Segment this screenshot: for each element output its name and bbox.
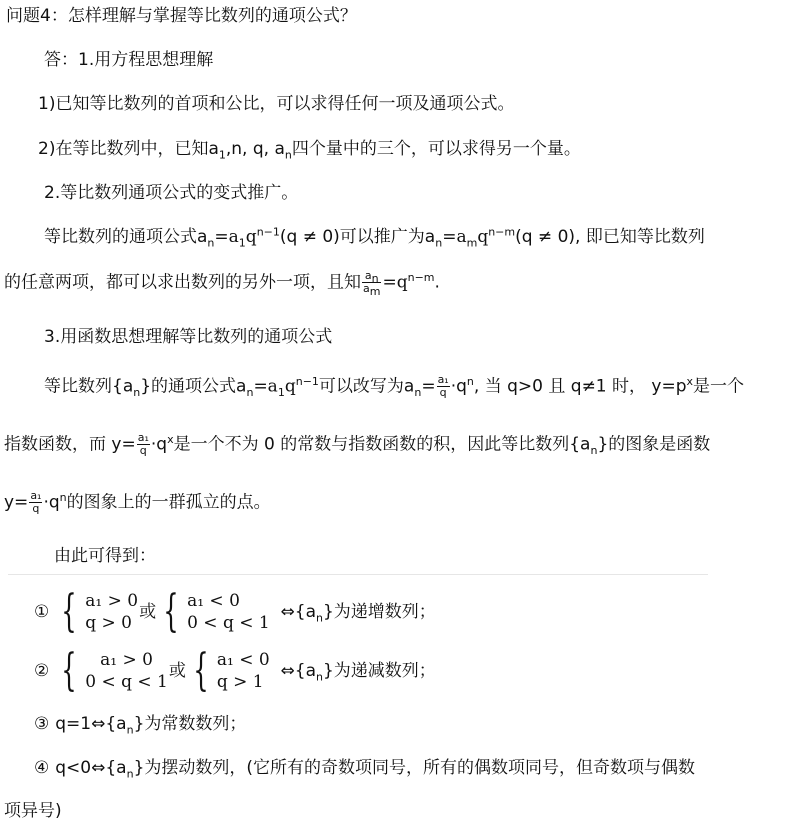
text: ⇔{a <box>280 602 316 622</box>
section-3-line-2 <box>4 432 710 457</box>
text: 四个量中的三个，可以求得另一个量。 <box>291 139 581 159</box>
text: 的图象上的一群孤立的点。 <box>66 492 271 513</box>
paragraph-2 <box>38 137 581 161</box>
text: 指数函数，而 y= <box>4 434 136 455</box>
item-1 <box>34 588 436 636</box>
row: a₁ < 0 <box>216 650 270 670</box>
text: 等比数列的通项公式a <box>44 227 208 247</box>
item-4-line-2: 项异号) <box>4 801 62 821</box>
denominator <box>362 282 381 299</box>
or-text: 或 <box>168 661 186 681</box>
brace-glyph: { <box>163 586 179 637</box>
sub: n <box>246 385 254 399</box>
item-4-line-1 <box>34 756 695 780</box>
circled-number: ④ <box>34 758 50 778</box>
sup: n−1 <box>256 225 280 239</box>
condition-system <box>55 586 139 637</box>
condition-system <box>157 586 270 637</box>
fraction <box>362 269 381 299</box>
brace-glyph: { <box>61 586 77 637</box>
text: =q <box>382 272 408 293</box>
numerator: a₁ <box>30 489 42 502</box>
sup: x <box>167 432 174 446</box>
system-rows <box>187 590 270 634</box>
circled-number: ② <box>34 661 50 681</box>
section-2-line-2 <box>4 269 440 299</box>
divider <box>8 574 708 575</box>
denominator: q <box>32 502 40 515</box>
sub: m <box>466 236 478 250</box>
circled-number: ③ <box>34 714 50 734</box>
row: 0 < q < 1 <box>85 672 168 692</box>
denominator: q <box>439 386 447 399</box>
section-3-line-3 <box>4 490 271 515</box>
sub: n <box>133 385 141 399</box>
text: (q ≠ 0)可以推广为a <box>279 227 436 247</box>
fraction <box>137 432 150 457</box>
row: 0 < q < 1 <box>187 613 270 633</box>
text: 是一个不为 0 的常数与指数函数的积，因此等比数列{a <box>173 434 591 455</box>
text: }为常数数列； <box>133 714 247 734</box>
question-title: 问题4：怎样理解与掌握等比数列的通项公式？ <box>6 6 357 26</box>
text: = <box>421 376 436 397</box>
sub: n <box>126 767 134 781</box>
sub: n <box>316 611 323 625</box>
sub: 1 <box>277 385 285 399</box>
row: a₁ < 0 <box>187 591 240 611</box>
sub: 1 <box>218 148 226 162</box>
sub: n <box>435 236 443 250</box>
text: y= <box>4 492 29 513</box>
sub: n <box>126 723 134 737</box>
text: a <box>363 282 370 295</box>
sup: n−m <box>407 270 435 284</box>
text: a <box>364 269 372 282</box>
sup: n−m <box>488 225 516 239</box>
text: ·q <box>450 376 467 397</box>
text: q<0⇔{a <box>55 758 127 778</box>
text: q <box>284 376 296 397</box>
text: q=1⇔{a <box>55 714 127 734</box>
fraction <box>437 374 450 399</box>
text: }为摆动数列，(它所有的奇数项同号，所有的偶数项同号，但奇数项与偶数 <box>133 758 696 778</box>
or-text: 或 <box>139 602 157 622</box>
answer-heading: 答：1.用方程思想理解 <box>44 50 214 70</box>
brace-glyph: { <box>193 645 209 696</box>
text: 是一个 <box>693 376 745 397</box>
sub: n <box>207 236 215 250</box>
item-3 <box>34 712 246 736</box>
denominator: q <box>139 444 147 457</box>
text: }为递减数列； <box>322 661 436 681</box>
sub: 1 <box>238 236 246 250</box>
system-rows <box>85 649 168 693</box>
text: }为递增数列； <box>322 602 436 622</box>
fraction <box>29 490 42 515</box>
sup: n <box>59 490 67 504</box>
text: , 当 q>0 且 q≠1 时， y=p <box>473 376 687 397</box>
text: (q ≠ 0), 即已知等比数列 <box>515 227 705 247</box>
conclusion-intro: 由此可得到： <box>54 546 156 566</box>
text: 的任意两项，都可以求出数列的另外一项，且知 <box>4 272 361 293</box>
text: }的图象是函数 <box>597 434 711 455</box>
sub: n <box>371 272 379 286</box>
section-3-heading: 3.用函数思想理解等比数列的通项公式 <box>44 327 333 347</box>
circled-number: ① <box>34 602 50 622</box>
text: 等比数列{a <box>44 376 134 397</box>
text: 2)在等比数列中，已知a <box>38 139 219 159</box>
text: q <box>245 227 257 247</box>
text: ·q <box>43 492 60 513</box>
sub: n <box>590 443 598 457</box>
sup: x <box>686 374 694 388</box>
section-3-line-1 <box>44 374 744 399</box>
text: q <box>477 227 489 247</box>
text: =a <box>214 227 239 247</box>
condition-system <box>55 645 168 696</box>
text: =a <box>442 227 467 247</box>
numerator: a₁ <box>137 431 149 444</box>
text: }的通项公式a <box>140 376 247 397</box>
sup: n−1 <box>295 374 319 388</box>
section-2-heading: 2.等比数列通项公式的变式推广。 <box>44 183 299 203</box>
sub: n <box>316 670 323 684</box>
paragraph-1: 1)已知等比数列的首项和公比，可以求得任何一项及通项公式。 <box>38 94 515 114</box>
condition-system <box>187 645 270 696</box>
system-rows <box>217 649 270 693</box>
sub: m <box>369 285 381 299</box>
sub: n <box>284 148 292 162</box>
sup: n <box>466 374 474 388</box>
item-2 <box>34 647 436 695</box>
text: . <box>434 272 440 293</box>
text: ⇔{a <box>280 661 316 681</box>
text: 可以改写为a <box>318 376 415 397</box>
row: a₁ > 0 <box>100 650 153 670</box>
brace-glyph: { <box>61 645 77 696</box>
text: ·q <box>150 434 168 455</box>
text: ,n, q, a <box>225 139 285 159</box>
text: =a <box>253 376 278 397</box>
row: a₁ > 0 <box>85 591 139 611</box>
numerator: a₁ <box>437 373 449 386</box>
row: q > 1 <box>216 672 264 692</box>
system-rows <box>85 590 138 634</box>
sub: n <box>414 385 422 399</box>
section-2-line-1 <box>44 225 705 249</box>
row: q > 0 <box>85 613 132 633</box>
